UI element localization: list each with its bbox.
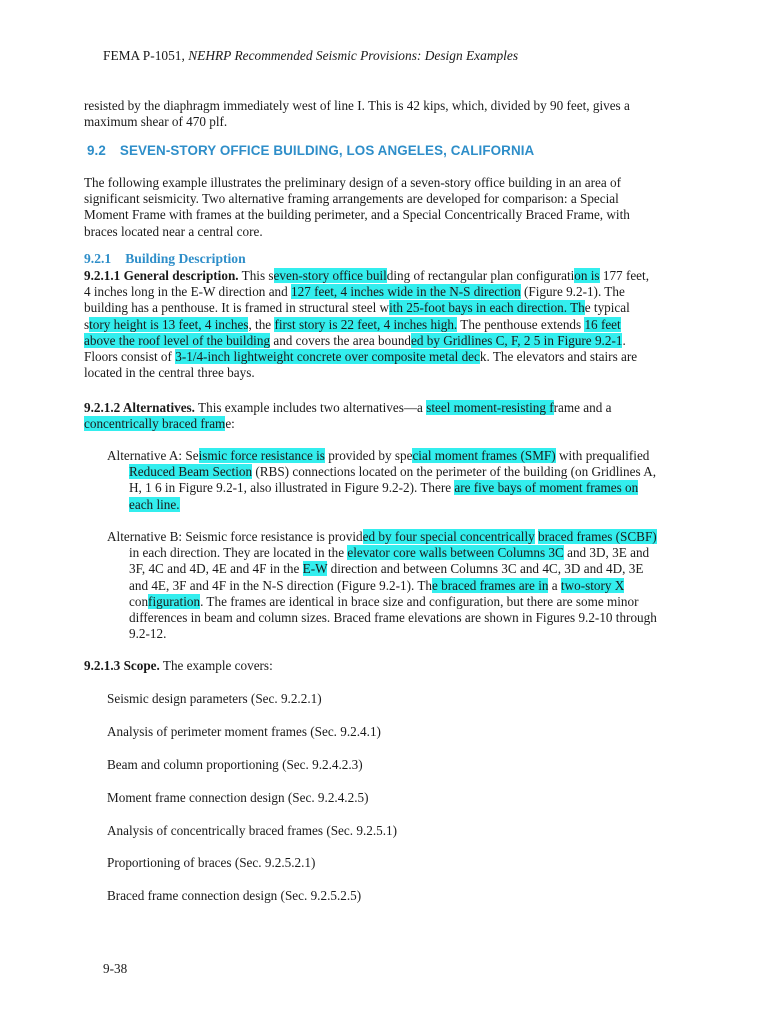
list-item: Analysis of perimeter moment frames (Sec. 9.2.4.1): [107, 724, 381, 739]
alternative-a-paragraph: Alternative A: Seismic force resistance is provided by special moment frames (SMF) with prequalified Reduced Beam Section (RBS) connections located on the perimeter of the building (on Gridlines A, H, 1 6 in Figure 9.2-1, also illustrated in Figure 9.2-2). There are five bays of moment frames on each line.: [107, 448, 657, 512]
scope-label: 9.2.1.3 Scope.: [84, 658, 160, 673]
list-item: Moment frame connection design (Sec. 9.2.4.2.5): [107, 790, 369, 805]
scope-paragraph: 9.2.1.3 Scope. The example covers:: [84, 658, 273, 673]
header-title: NEHRP Recommended Seismic Provisions: Design Examples: [188, 48, 519, 63]
section-heading-9-2: 9.2 SEVEN-STORY OFFICE BUILDING, LOS ANGELES, CALIFORNIA: [87, 143, 535, 158]
general-description-paragraph: 9.2.1.1 General description. This seven-story office building of rectangular plan configuration is 177 feet, 4 inches long in the E-W direction and 127 feet, 4 inches wide in the N-S direction (Figure 9.2-1). The building has a penthouse. It is framed in structural steel with 25-foot bays in each direction. The typical story height is 13 feet, 4 inches, the first story is 22 feet, 4 inches high. The penthouse extends 16 feet above the roof level of the building and covers the area bounded by Gridlines C, F, 2 5 in Figure 9.2-1. Floors consist of 3-1/4-inch lightweight concrete over composite metal deck. The elevators and stairs are located in the central three bays.: [84, 268, 649, 381]
list-item: Braced frame connection design (Sec. 9.2.5.2.5): [107, 888, 362, 903]
page-number: 9-38: [103, 961, 128, 976]
section-heading-9-2-1: 9.2.1 Building Description: [84, 251, 246, 266]
alternatives-label: 9.2.1.2 Alternatives.: [84, 400, 195, 415]
intro-paragraph: resisted by the diaphragm immediately west of line I. This is 42 kips, which, divided by 90 feet, gives a maximum shear of 470 plf.: [84, 98, 630, 130]
alternative-b-paragraph: Alternative B: Seismic force resistance is provided by four special concentrically braced frames (SCBF) in each direction. They are located in the elevator core walls between Columns 3C and 3D, 3E and 3F, 4C and 4D, 4E and 4F in the E-W direction and between Columns 3C and 4C, 3D and 4D, 3E and 4E, 3F and 4F in the N-S direction (Figure 9.2-1). The braced frames are in a two-story X configuration. The frames are identical in brace size and configuration, but there are some minor differences in beam and column sizes. Braced frame elevations are shown in Figures 9.2-10 through 9.2-12.: [107, 529, 657, 642]
section-9-2-paragraph: The following example illustrates the preliminary design of a seven-story office building in an area of significant seismicity. Two alternative framing arrangements are developed for comparison: a Special Moment Frame with frames at the building perimeter, and a Special Concentrically Braced Frame, with braces located near a central core.: [84, 175, 630, 239]
general-description-label: 9.2.1.1 General description.: [84, 268, 239, 283]
list-item: Beam and column proportioning (Sec. 9.2.4.2.3): [107, 757, 363, 772]
alternatives-paragraph: 9.2.1.2 Alternatives. This example includes two alternatives—a steel moment-resisting frame and a concentrically braced frame:: [84, 400, 612, 432]
list-item: Analysis of concentrically braced frames (Sec. 9.2.5.1): [107, 823, 398, 838]
list-item: Seismic design parameters (Sec. 9.2.2.1): [107, 691, 322, 706]
list-item: Proportioning of braces (Sec. 9.2.5.2.1): [107, 855, 316, 870]
page-header: FEMA P-1051, NEHRP Recommended Seismic Provisions: Design Examples: [103, 48, 519, 63]
